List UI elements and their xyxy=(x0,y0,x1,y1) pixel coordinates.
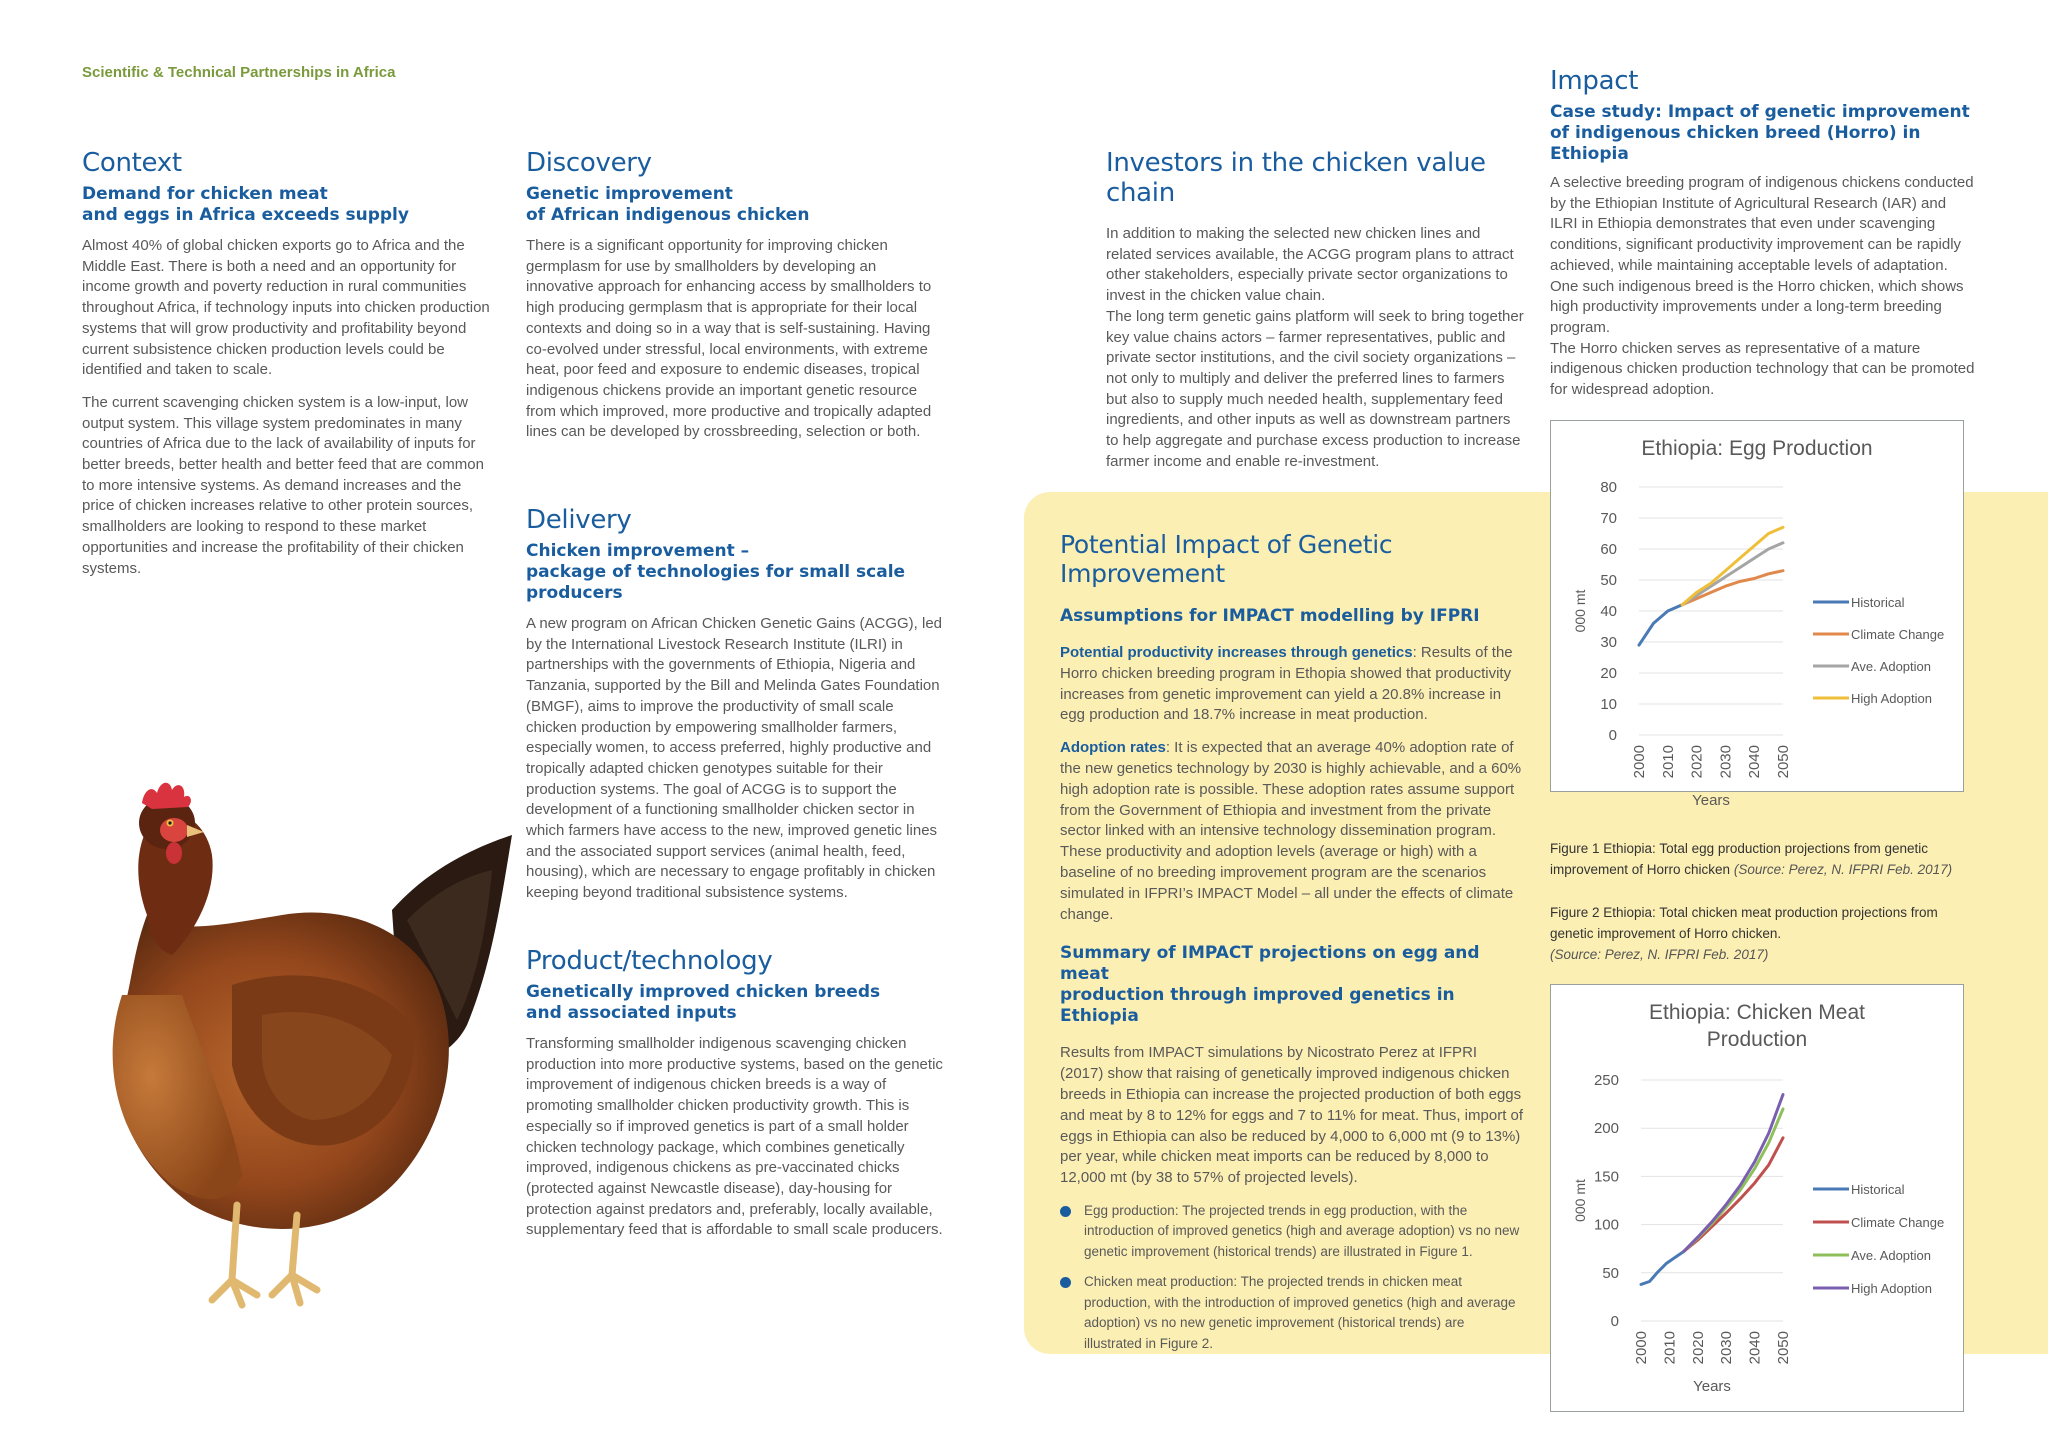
impact-title: Impact xyxy=(1550,66,1639,96)
investors-section xyxy=(1106,148,1524,484)
productivity-text: : Results of the Horro chicken breeding program in Ethopia showed that productivity increases from genetic improvement can yield a 20.8% increase in egg production and 18.7% increase in meat production. xyxy=(1060,644,1513,724)
y-tick-label: 100 xyxy=(1593,1216,1619,1234)
bullet-text: Egg production: The projected trends in egg production, with the introduction of improved genetics (high and average adoption) vs no new genetic improvement (historical trends) are illustrated in Figure 1. xyxy=(1084,1202,1520,1259)
y-tick-label: 80 xyxy=(1600,479,1617,496)
bullet-text: Chicken meat production: The projected trends in chicken meat production, with the introduction of improved genetics (high and average adoption) vs no new genetic improvement (historical trends) are illustrated in Figure 2. xyxy=(1084,1274,1516,1351)
impact-subtitle xyxy=(1550,102,1975,165)
summary-title-line1: Summary of IMPACT projections on egg and meat xyxy=(1060,943,1480,985)
x-tick-label: 2040 xyxy=(1746,1331,1764,1365)
series-line xyxy=(1682,527,1783,605)
chicken-meat-chart xyxy=(1550,984,1964,1412)
adoption-text: : It is expected that an average 40% adoption rate of the new genetics technology by 2030 is highly achievable, and a 60% high adoption rate is possible. These adoption rates assume support from the Government of Ethiopia and investment from the private sector linked with an intensive technology dissemination program. These productivity and adoption levels (average or high) with a baseline of no breeding improvement program are the scenarios simulated in IFPRI’s IMPACT Model – all under the effects of climate change. xyxy=(1060,739,1522,923)
discovery-section xyxy=(526,148,946,455)
legend-label: High Adoption xyxy=(1851,1281,1932,1296)
x-tick-label: 2030 xyxy=(1718,1331,1736,1365)
x-tick-label: 2050 xyxy=(1775,745,1792,779)
y-tick-label: 70 xyxy=(1600,510,1617,527)
context-paragraph-1: Almost 40% of global chicken exports go to Africa and the Middle East. There is both a need and an opportunity for income growth and poverty reduction in rural communities throughout Africa, if technology inputs into chicken production systems that will grow productivity and profitability beyond current subsistence chicken production levels could be identified and taken to scale. xyxy=(82,237,490,379)
x-tick-label: 2040 xyxy=(1746,745,1764,779)
series-line xyxy=(1641,1252,1684,1285)
legend-label: Ave. Adoption xyxy=(1851,1248,1931,1263)
potential-impact-panel xyxy=(1060,530,1524,1364)
y-axis-label: 000 mt xyxy=(1572,589,1588,633)
legend-label: Climate Change xyxy=(1851,1215,1945,1230)
delivery-paragraph: A new program on African Chicken Genetic Gains (ACGG), led by the International Livestock Research Institute (ILRI) in partnerships with the governments of Ethiopia, Nigeria and Tanzania, supported by the Bill and Melinda Gates Foundation (BMGF), aims to improve the productivity of small scale chicken production by empowering smallholder farmers, especially women, to access preferred, highly productive and tropically adapted chicken genotypes suitable for their production systems. The goal of ACGG is to support the development of a functioning smallholder chicken sector in which farmers have access to the new, improved genetic lines and the associated support services (animal health, feed, housing), which are necessary to engage profitably in chicken keeping beyond traditional subsistence systems. xyxy=(526,615,943,902)
context-subtitle xyxy=(82,184,496,226)
figure-2-caption xyxy=(1550,902,1980,965)
legend-label: Historical xyxy=(1851,595,1905,610)
egg-production-chart xyxy=(1550,420,1964,809)
context-subtitle-line2: and eggs in Africa exceeds supply xyxy=(82,205,409,225)
product-subtitle-line1: Genetically improved chicken breeds xyxy=(526,982,881,1002)
discovery-paragraph: There is a significant opportunity for improving chicken germplasm for use by smallholders by developing an innovative approach for enhancing access by smallholders to high producing germplasm that is appropriate for their local contexts and doing so in a way that is self-sustaining. Having co-evolved under stressful, local environments, with extreme heat, poor feed and exposure to endemic diseases, tropical indigenous chickens provide an important genetic resource from which improved, more productive and tropically adapted lines can be developed by crossbreeding, selection or both. xyxy=(526,237,932,441)
delivery-section xyxy=(526,505,946,916)
x-tick-label: 2000 xyxy=(1631,745,1648,779)
figure-1-caption-source: (Source: Perez, N. IFPRI Feb. 2017) xyxy=(1733,862,1953,877)
running-header: Scientific & Technical Partnerships in Africa xyxy=(82,64,396,81)
bullet-dot-icon xyxy=(1060,1206,1071,1217)
list-item xyxy=(1060,1201,1524,1263)
x-tick-label: 2020 xyxy=(1688,745,1706,779)
discovery-subtitle-line2: of African indigenous chicken xyxy=(526,205,810,225)
y-tick-label: 60 xyxy=(1600,541,1617,558)
x-tick-label: 2010 xyxy=(1661,1331,1679,1365)
chart-title: Ethiopia: Chicken Meat xyxy=(1649,1001,1865,1024)
y-tick-label: 20 xyxy=(1600,665,1617,682)
series-line xyxy=(1682,571,1783,605)
potential-impact-title: Potential Impact of Genetic Improvement xyxy=(1060,530,1393,588)
figure-2-caption-source: (Source: Perez, N. IFPRI Feb. 2017) xyxy=(1550,947,1769,962)
impact-paragraph-2: The Horro chicken serves as representative of a mature indigenous chicken production technology that can be promoted for widespread adoption. xyxy=(1550,339,1975,399)
projection-bullets xyxy=(1060,1201,1524,1355)
adoption-paragraph xyxy=(1060,738,1524,925)
chart-title: Production xyxy=(1706,1028,1808,1051)
y-tick-label: 250 xyxy=(1593,1072,1619,1089)
impact-subtitle-line2: of indigenous chicken breed (Horro) in Ethiopia xyxy=(1550,123,1921,164)
product-paragraph: Transforming smallholder indigenous scavenging chicken production into more productive systems, based on the genetic improvement of indigenous chicken breeds is a way of promoting smallholder chicken productivity growth. This is especially so if improved genetics is part of a small holder chicken technology package, which combines genetically improved, indigenous chickens as pre-vaccinated chicks (protected against Newcastle disease), day-housing for protection against predators and, preferably, locally available, supplementary feed that is affordable to small scale producers. xyxy=(526,1035,943,1239)
legend-label: Ave. Adoption xyxy=(1851,659,1931,674)
investors-paragraph-2: The long term genetic gains platform will seek to bring together key value chains actors – farmer representatives, public and private sector institutions, and the civil society organizations – not only to multiply and deliver the preferred lines to farmers but also to supply much needed health, supplementary feed ingredients, and other inputs as well as downstream partners to help aggregate and purchase excess production to increase farmer income and enable re-investment. xyxy=(1106,307,1524,470)
impact-subtitle-line1: Case study: Impact of genetic improvement xyxy=(1550,102,1970,122)
impact-paragraph-1: A selective breeding program of indigenous chickens conducted by the Ethiopian Institute of Agricultural Research (IAR) and ILRI in Ethiopia demonstrates that even under scavenging conditions, significant productivity improvement can be rapidly achieved, while maintaining acceptable levels of adaptation. One such indigenous breed is the Horro chicken, which shows high productivity improvements under a long-term breeding program. xyxy=(1550,174,1974,336)
y-tick-label: 10 xyxy=(1600,696,1617,713)
product-section xyxy=(526,946,946,1253)
discovery-title: Discovery xyxy=(526,148,652,178)
summary-paragraph: Results from IMPACT simulations by Nicostrato Perez at IFPRI (2017) show that raising of genetically improved indigenous chicken breeds in Ethiopia can increase the projected production of both eggs and meat by 8 to 12% for eggs and 7 to 11% for meat. Thus, import of eggs in Ethiopia can also be reduced by 4,000 to 6,000 mt (9 to 13%) per year, while chicken meat imports can be reduced by 8,000 to 12,000 mt (by 38 to 57% of projected levels). xyxy=(1060,1044,1524,1187)
context-section xyxy=(82,148,496,591)
x-axis-label: Years xyxy=(1693,1378,1731,1395)
x-tick-label: 2020 xyxy=(1689,1331,1707,1365)
delivery-subtitle-line1: Chicken improvement – xyxy=(526,541,750,561)
summary-title xyxy=(1060,943,1524,1027)
y-tick-label: 0 xyxy=(1610,1313,1619,1330)
legend-label: High Adoption xyxy=(1851,691,1932,706)
legend-label: Climate Change xyxy=(1851,627,1945,642)
y-tick-label: 50 xyxy=(1600,572,1617,589)
chicken-meat-chart-svg xyxy=(1551,985,1963,1411)
adoption-lead: Adoption rates xyxy=(1060,739,1166,757)
delivery-title: Delivery xyxy=(526,505,632,535)
chart-title: Ethiopia: Egg Production xyxy=(1641,437,1873,460)
x-axis-label: Years xyxy=(1692,792,1730,809)
investors-paragraph-1: In addition to making the selected new chicken lines and related services available, the ACGG program plans to attract other stakeholders, especially private sector organizations to invest in the chicken value chain. xyxy=(1106,225,1514,305)
y-axis-label: 000 mt xyxy=(1572,1179,1588,1222)
x-tick-label: 2010 xyxy=(1659,745,1677,779)
assumptions-title: Assumptions for IMPACT modelling by IFPRI xyxy=(1060,606,1480,626)
product-subtitle xyxy=(526,982,946,1024)
context-paragraph-2: The current scavenging chicken system is a low-input, low output system. This village system predominates in many countries of Africa due to the lack of availability of inputs for better breeds, better health and better feed that are common to more intensive systems. As demand increases and the price of chicken increases relative to other protein sources, smallholders are looking to respond to these market opportunities and increase the profitability of their chicken systems. xyxy=(82,393,484,577)
figure-1-caption-text: Figure 1 Ethiopia: Total egg production projections from genetic improvement of Horro chicken xyxy=(1550,841,1928,877)
hen-illustration xyxy=(62,735,522,1335)
discovery-subtitle-line1: Genetic improvement xyxy=(526,184,733,204)
product-title: Product/technology xyxy=(526,946,773,976)
context-subtitle-line1: Demand for chicken meat xyxy=(82,184,328,204)
y-tick-label: 200 xyxy=(1593,1120,1619,1138)
list-item xyxy=(1060,1272,1524,1354)
figure-1-caption xyxy=(1550,838,1980,880)
egg-production-chart-svg xyxy=(1551,421,1963,809)
legend-label: Historical xyxy=(1851,1182,1905,1197)
productivity-paragraph xyxy=(1060,643,1524,726)
series-line xyxy=(1684,1095,1783,1252)
bullet-dot-icon xyxy=(1060,1277,1071,1288)
y-tick-label: 30 xyxy=(1600,634,1617,651)
y-tick-label: 150 xyxy=(1593,1168,1619,1186)
delivery-subtitle xyxy=(526,541,946,604)
y-tick-label: 40 xyxy=(1600,603,1617,620)
y-tick-label: 50 xyxy=(1602,1264,1619,1282)
context-title: Context xyxy=(82,148,182,178)
x-tick-label: 2000 xyxy=(1633,1331,1650,1365)
x-tick-label: 2030 xyxy=(1717,745,1735,779)
figure-2-caption-text: Figure 2 Ethiopia: Total chicken meat production projections from genetic improvement of Horro chicken. xyxy=(1550,905,1938,941)
delivery-subtitle-line2: package of technologies for small scale producers xyxy=(526,562,906,603)
y-tick-label: 0 xyxy=(1608,727,1617,744)
investors-title: Investors in the chicken value chain xyxy=(1106,148,1486,208)
x-tick-label: 2050 xyxy=(1775,1331,1792,1365)
summary-title-line2: production through improved genetics in Ethiopia xyxy=(1060,985,1455,1027)
productivity-lead: Potential productivity increases through genetics xyxy=(1060,644,1413,661)
discovery-subtitle xyxy=(526,184,946,226)
impact-section xyxy=(1550,66,1975,413)
product-subtitle-line2: and associated inputs xyxy=(526,1003,737,1023)
series-line xyxy=(1684,1109,1783,1252)
